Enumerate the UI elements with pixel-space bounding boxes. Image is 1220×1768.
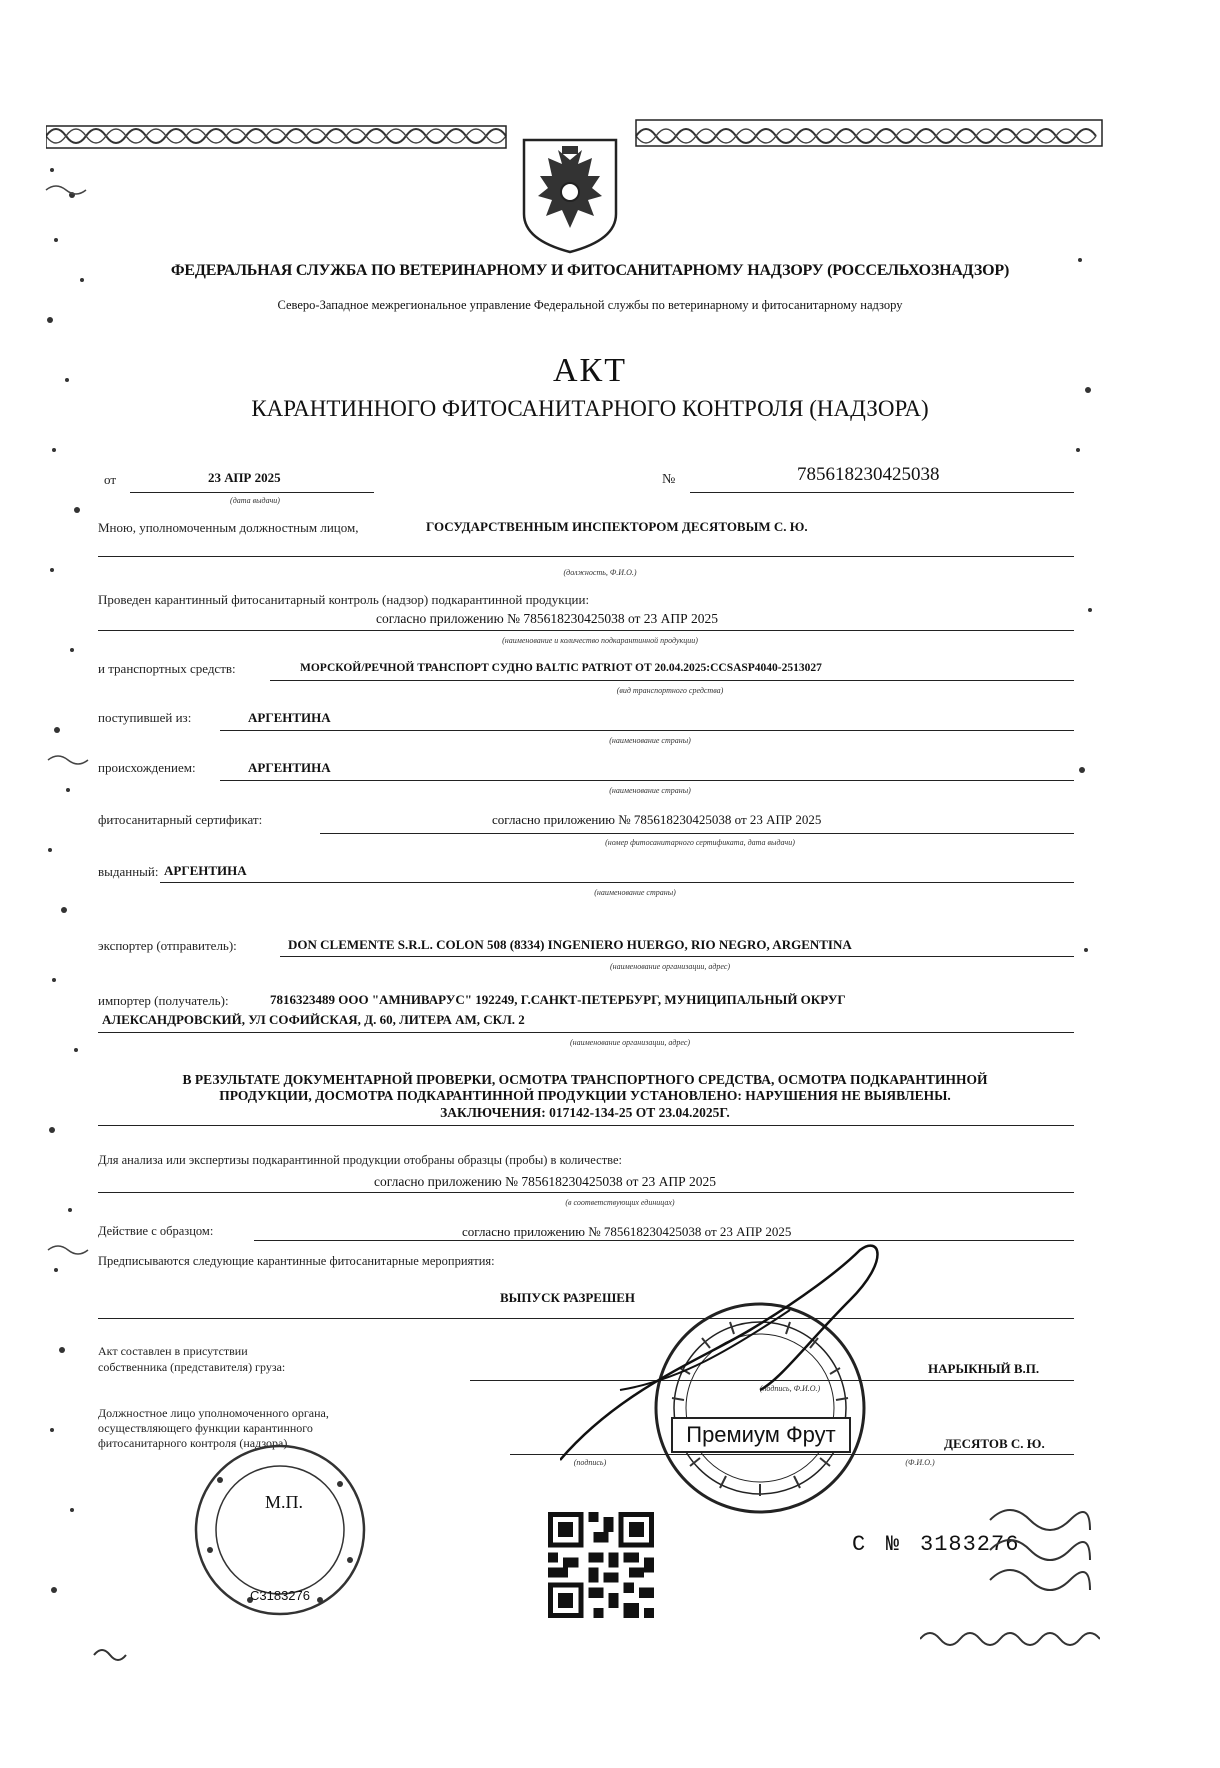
official-sign-caption: (подпись): [573, 1458, 607, 1467]
qr-code: [548, 1512, 654, 1618]
stamp-text: Премиум Фрут: [686, 1422, 836, 1447]
number-underline: [690, 492, 1074, 493]
official-name: ДЕСЯТОВ С. Ю.: [944, 1436, 1045, 1451]
department-name: Северо-Западное межрегиональное управление Федеральной службы по ветеринарному и фитосанитарному надзору: [277, 298, 903, 312]
date-prefix: от: [104, 472, 117, 487]
official-label-line3: фитосанитарного контроля (надзора): [98, 1436, 288, 1450]
origin-from-underline: [220, 730, 1074, 731]
exporter-value: DON CLEMENTE S.R.L. COLON 508 (8334) INGENIERO HUERGO, RIO NEGRO, ARGENTINA: [288, 937, 852, 952]
inspector-value: ГОСУДАРСТВЕННЫМ ИНСПЕКТОРОМ ДЕСЯТОВЫМ С. Ю.: [426, 519, 808, 534]
certificate-label: фитосанитарный сертификат:: [98, 812, 263, 827]
exporter-underline: [280, 956, 1074, 957]
seal-mp-label: М.П.: [264, 1492, 304, 1512]
origin-from-label: поступившей из:: [98, 710, 192, 725]
official-name-caption: (Ф.И.О.): [905, 1458, 935, 1467]
origin-underline: [220, 780, 1074, 781]
transport-caption: (вид транспортного средства): [616, 686, 724, 695]
origin-label: происхождением:: [98, 760, 196, 775]
date-caption: (дата выдачи): [230, 496, 280, 505]
result-underline: [98, 1125, 1074, 1126]
result-line2: ПРОДУКЦИИ, ДОСМОТРА ПОДКАРАНТИННОЙ ПРОДУКЦИИ УСТАНОВЛЕНО: НАРУШЕНИЯ НЕ ВЫЯВЛЕНЫ.: [219, 1088, 951, 1103]
coat-of-arms-icon: [518, 136, 622, 254]
product-caption: (наименование и количество подкарантинной продукции): [502, 636, 698, 645]
issued-label: выданный:: [98, 864, 159, 879]
act-date: 23 АПР 2025: [208, 470, 281, 485]
result-line1: В РЕЗУЛЬТАТЕ ДОКУМЕНТАРНОЙ ПРОВЕРКИ, ОСМОТРА ТРАНСПОРТНОГО СРЕДСТВА, ОСМОТРА ПОДКАРАНТИННОЙ: [182, 1072, 988, 1087]
samples-value: согласно приложению № 785618230425038 от 23 АПР 2025: [374, 1174, 717, 1189]
number-prefix: №: [662, 472, 676, 487]
transport-label: и транспортных средств:: [98, 661, 236, 676]
official-label-line2: осуществляющего функции карантинного: [98, 1421, 313, 1435]
form-number: 3183276: [920, 1532, 1020, 1557]
presence-name: НАРЫКНЫЙ В.П.: [928, 1361, 1040, 1376]
form-series: С: [852, 1532, 866, 1557]
samples-underline: [98, 1192, 1074, 1193]
bottom-ornament: [920, 1624, 1100, 1654]
importer-label: импортер (получатель):: [98, 993, 229, 1008]
inspector-label: Мною, уполномоченным должностным лицом,: [98, 520, 359, 535]
product-label: Проведен карантинный фитосанитарный контроль (надзор) подкарантинной продукции:: [98, 592, 590, 607]
seal-code: С3183276: [250, 1588, 310, 1603]
importer-underline: [98, 1032, 1074, 1033]
certificate-underline: [320, 833, 1074, 834]
issued-value: АРГЕНТИНА: [164, 863, 247, 878]
inspector-underline: [98, 556, 1074, 557]
measures-value: ВЫПУСК РАЗРЕШЕН: [500, 1290, 636, 1305]
origin-from-caption: (наименование страны): [609, 736, 691, 745]
form-number-prefix: №: [886, 1532, 900, 1557]
signature: [560, 1240, 920, 1470]
product-underline: [98, 630, 1074, 631]
right-border-ornament: [1070, 150, 1100, 1150]
transport-underline: [270, 680, 1074, 681]
samples-caption: (в соответствующих единицах): [565, 1198, 675, 1207]
issued-caption: (наименование страны): [594, 888, 676, 897]
agency-name: ФЕДЕРАЛЬНАЯ СЛУЖБА ПО ВЕТЕРИНАРНОМУ И ФИТОСАНИТАРНОМУ НАДЗОРУ (РОССЕЛЬХОЗНАДЗОР): [170, 262, 1010, 279]
document-subtitle: КАРАНТИННОГО ФИТОСАНИТАРНОГО КОНТРОЛЯ (НАДЗОРА): [251, 396, 929, 421]
transport-value: МОРСКОЙ/РЕЧНОЙ ТРАНСПОРТ СУДНО BALTIC PATRIOT ОТ 20.04.2025:CCSASP4040-2513027: [300, 662, 822, 674]
inspector-caption: (должность, Ф.И.О.): [563, 568, 637, 577]
importer-value-line1: 7816323489 ООО "АМНИВАРУС" 192249, Г.САНКТ-ПЕТЕРБУРГ, МУНИЦИПАЛЬНЫЙ ОКРУГ: [270, 992, 846, 1007]
act-number: 785618230425038: [797, 464, 940, 485]
certificate-value: согласно приложению № 785618230425038 от 23 АПР 2025: [492, 812, 822, 827]
presence-caption: (подпись, Ф.И.О.): [759, 1384, 821, 1393]
origin-from-value: АРГЕНТИНА: [248, 710, 331, 725]
document-title: АКТ: [553, 352, 627, 389]
importer-value-line2: АЛЕКСАНДРОВСКИЙ, УЛ СОФИЙСКАЯ, Д. 60, ЛИТЕРА АМ, СКЛ. 2: [102, 1012, 525, 1027]
date-underline: [130, 492, 374, 493]
exporter-label: экспортер (отправитель):: [98, 938, 237, 953]
product-value: согласно приложению № 785618230425038 от 23 АПР 2025: [376, 611, 719, 626]
corner-ornament: [980, 1500, 1100, 1610]
issued-underline: [160, 882, 1074, 883]
sample-action-value: согласно приложению № 785618230425038 от 23 АПР 2025: [462, 1224, 792, 1239]
official-label-line1: Должностное лицо уполномоченного органа,: [98, 1406, 329, 1420]
measures-label: Предписываются следующие карантинные фитосанитарные мероприятия:: [98, 1254, 495, 1268]
importer-caption: (наименование организации, адрес): [569, 1038, 691, 1047]
exporter-caption: (наименование организации, адрес): [609, 962, 731, 971]
bottom-left-ornament: [90, 1640, 130, 1670]
presence-label-line2: собственника (представителя) груза:: [98, 1360, 286, 1374]
result-line3: ЗАКЛЮЧЕНИЯ: 017142-134-25 ОТ 23.04.2025Г.: [440, 1105, 730, 1120]
certificate-caption: (номер фитосанитарного сертификата, дата выдачи): [605, 838, 795, 847]
sample-action-label: Действие с образцом:: [98, 1224, 214, 1238]
official-seal: [180, 1440, 380, 1620]
samples-label: Для анализа или экспертизы подкарантинной продукции отобраны образцы (пробы) в количестве:: [98, 1153, 623, 1167]
origin-caption: (наименование страны): [609, 786, 691, 795]
origin-value: АРГЕНТИНА: [248, 760, 331, 775]
presence-label-line1: Акт составлен в присутствии: [98, 1344, 248, 1358]
